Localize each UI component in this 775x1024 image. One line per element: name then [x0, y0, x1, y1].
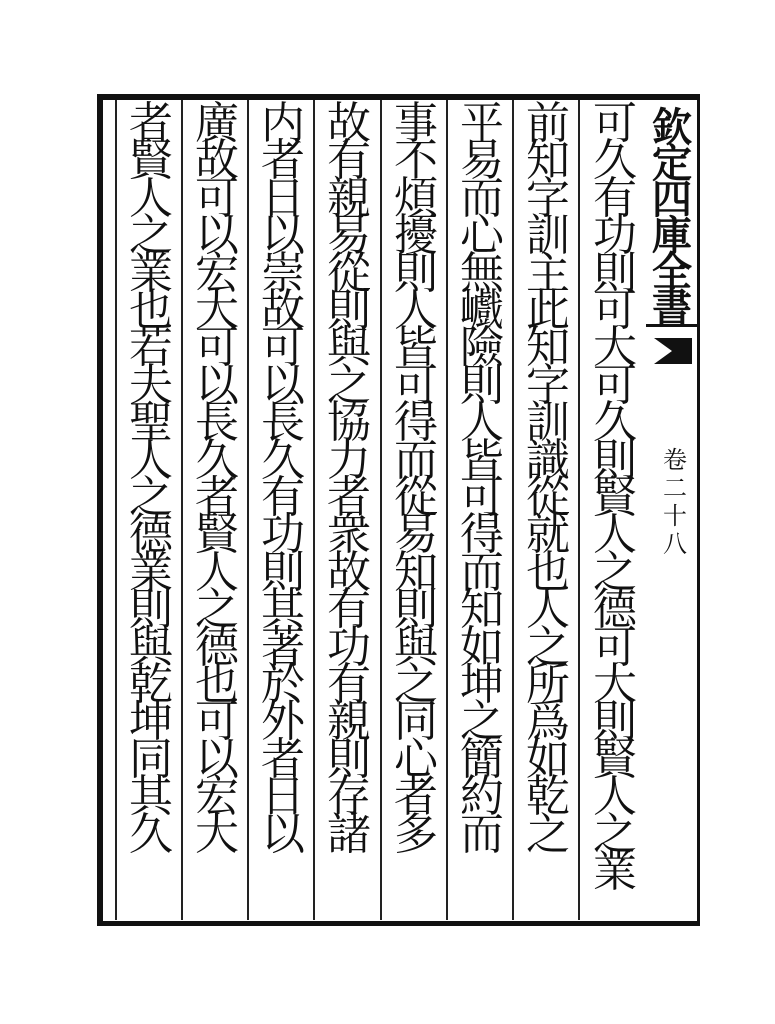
volume-label-character: 八: [663, 530, 687, 558]
column-character: 坤: [460, 659, 504, 710]
column-character: 親: [327, 172, 371, 224]
column-character: 可: [460, 472, 504, 523]
column-character: 衆: [327, 509, 371, 561]
column-character: 前: [526, 98, 570, 149]
column-character: 力: [327, 434, 371, 486]
column-character: 人: [526, 584, 570, 636]
column-character: 從: [394, 472, 438, 523]
column-character: 識: [526, 434, 570, 486]
column-character: 險: [460, 322, 504, 374]
column-character: 大: [593, 322, 637, 374]
column-character: 可: [593, 285, 637, 336]
column-character: 知: [526, 135, 570, 187]
column-character: 人: [129, 434, 173, 486]
column-character: 皆: [394, 322, 438, 374]
column-character: 久: [195, 434, 239, 486]
column-character: 大: [593, 659, 637, 710]
column-character: 與: [394, 621, 438, 673]
column-character: 同: [394, 696, 438, 748]
column-character: 大: [195, 285, 239, 336]
column-character: 之: [593, 808, 637, 860]
column-character: 易: [394, 509, 438, 561]
column-character: 夫: [129, 359, 173, 411]
column-character: 德: [593, 584, 637, 636]
column-character: 也: [195, 659, 239, 710]
column-character: 日: [261, 771, 305, 823]
column-character: 故: [327, 98, 371, 149]
column-character: 於: [261, 659, 305, 710]
column-character: 也: [526, 546, 570, 598]
column-character: 乾: [129, 659, 173, 710]
column-character: 有: [327, 135, 371, 187]
column-character: 業: [129, 247, 173, 299]
column-character: 之: [129, 472, 173, 523]
column-character: 則: [129, 584, 173, 636]
text-column: [120, 98, 182, 912]
column-character: 事: [394, 98, 438, 149]
book-title-character: 書: [652, 284, 692, 331]
text-column: [517, 98, 579, 912]
column-character: 業: [129, 546, 173, 598]
book-title-character: 四: [652, 176, 692, 223]
column-character: 其: [261, 584, 305, 636]
column-character: 爲: [526, 696, 570, 748]
column-character: 之: [394, 659, 438, 710]
column-character: 如: [526, 733, 570, 785]
column-character: 存: [327, 771, 371, 823]
column-character: 久: [593, 135, 637, 187]
column-character: 所: [526, 659, 570, 710]
column-character: 人: [394, 285, 438, 336]
column-character: 多: [394, 808, 438, 860]
column-character: 可: [195, 172, 239, 224]
column-character: 知: [526, 322, 570, 374]
column-character: 人: [593, 771, 637, 823]
column-character: 可: [593, 621, 637, 673]
column-character: 者: [129, 98, 173, 149]
column-character: 可: [593, 359, 637, 411]
column-character: 從: [526, 472, 570, 523]
column-character: 賢: [195, 509, 239, 561]
column-character: 則: [593, 696, 637, 748]
column-character: 煩: [394, 172, 438, 224]
column-character: 則: [593, 434, 637, 486]
column-character: 此: [526, 285, 570, 336]
column-character: 若: [129, 322, 173, 374]
volume-label-character: 卷: [663, 446, 687, 474]
book-title-character: 庫: [652, 212, 692, 259]
column-character: 字: [526, 172, 570, 224]
column-character: 簡: [460, 733, 504, 785]
column-character: 同: [129, 733, 173, 785]
column-character: 德: [129, 509, 173, 561]
column-character: 日: [261, 172, 305, 224]
column-character: 久: [129, 808, 173, 860]
column-character: 知: [394, 546, 438, 598]
column-character: 以: [195, 359, 239, 411]
volume-label-character: 二: [663, 474, 687, 502]
column-character: 主: [526, 247, 570, 299]
column-character: 訓: [526, 210, 570, 262]
column-character: 人: [593, 509, 637, 561]
column-character: 有: [593, 172, 637, 224]
column-character: 而: [394, 434, 438, 486]
column-character: 無: [460, 247, 504, 299]
column-character: 功: [593, 210, 637, 262]
column-character: 字: [526, 359, 570, 411]
column-character: 故: [261, 285, 305, 336]
column-character: 可: [195, 322, 239, 374]
column-character: 業: [593, 846, 637, 897]
column-character: 協: [327, 397, 371, 449]
text-column: [252, 98, 314, 912]
column-character: 以: [195, 733, 239, 785]
column-character: 之: [129, 210, 173, 262]
column-character: 得: [394, 397, 438, 449]
column-character: 者: [394, 771, 438, 823]
column-character: 知: [460, 584, 504, 636]
column-character: 以: [261, 210, 305, 262]
column-character: 以: [261, 359, 305, 411]
column-character: 與: [129, 621, 173, 673]
column-character: 久: [261, 434, 305, 486]
column-character: 不: [394, 135, 438, 187]
book-title-character: 全: [652, 248, 692, 295]
column-character: 人: [129, 172, 173, 224]
column-character: 可: [394, 359, 438, 411]
text-column: [385, 98, 447, 912]
column-character: 坤: [129, 696, 173, 748]
margin-edge-line: [697, 94, 700, 926]
column-character: 訓: [526, 397, 570, 449]
column-character: 大: [195, 808, 239, 860]
column-character: 内: [261, 98, 305, 149]
column-character: 賢: [129, 135, 173, 187]
column-character: 也: [129, 285, 173, 336]
column-character: 之: [327, 359, 371, 411]
column-character: 可: [593, 98, 637, 149]
column-character: 德: [195, 621, 239, 673]
column-character: 之: [195, 584, 239, 636]
column-character: 之: [593, 546, 637, 598]
column-character: 者: [327, 472, 371, 523]
column-character: 以: [195, 210, 239, 262]
text-column: [451, 98, 513, 912]
column-character: 而: [460, 808, 504, 860]
column-character: 如: [460, 621, 504, 673]
text-column: [186, 98, 248, 912]
column-character: 長: [195, 397, 239, 449]
column-character: 廣: [195, 98, 239, 149]
column-character: 易: [460, 135, 504, 187]
column-character: 之: [526, 808, 570, 860]
book-title-character: 欽: [652, 104, 692, 151]
column-character: 賢: [593, 472, 637, 523]
column-character: 者: [261, 733, 305, 785]
column-character: 聖: [129, 397, 173, 449]
column-character: 則: [394, 247, 438, 299]
column-character: 心: [460, 210, 504, 262]
column-character: 則: [394, 584, 438, 636]
column-character: 者: [195, 472, 239, 523]
column-character: 之: [526, 621, 570, 673]
column-character: 宏: [195, 771, 239, 823]
column-character: 可: [261, 322, 305, 374]
column-character: 長: [261, 397, 305, 449]
column-character: 平: [460, 98, 504, 149]
column-character: 人: [460, 397, 504, 449]
column-character: 之: [460, 696, 504, 748]
column-character: 擾: [394, 210, 438, 262]
column-character: 者: [261, 135, 305, 187]
column-character: 乾: [526, 771, 570, 823]
column-rule: [115, 100, 117, 920]
column-character: 外: [261, 696, 305, 748]
column-character: 皆: [460, 434, 504, 486]
column-rule: [380, 100, 382, 920]
column-character: 功: [261, 509, 305, 561]
text-column: [318, 98, 380, 912]
column-character: 故: [327, 546, 371, 598]
column-character: 可: [195, 696, 239, 748]
column-character: 而: [460, 546, 504, 598]
book-title-character: 定: [652, 140, 692, 187]
column-character: 親: [327, 696, 371, 748]
column-character: 久: [593, 397, 637, 449]
column-character: 其: [129, 771, 173, 823]
column-character: 得: [460, 509, 504, 561]
column-character: 功: [327, 621, 371, 673]
column-character: 約: [460, 771, 504, 823]
column-character: 就: [526, 509, 570, 561]
column-character: 有: [261, 472, 305, 523]
column-character: 與: [327, 322, 371, 374]
column-character: 從: [327, 247, 371, 299]
column-character: 賢: [593, 733, 637, 785]
column-character: 諸: [327, 808, 371, 860]
column-character: 則: [261, 546, 305, 598]
column-character: 易: [327, 210, 371, 262]
column-character: 宏: [195, 247, 239, 299]
column-character: 以: [261, 808, 305, 860]
column-character: 崇: [261, 247, 305, 299]
column-character: 而: [460, 172, 504, 224]
column-character: 著: [261, 621, 305, 673]
column-character: 心: [394, 733, 438, 785]
column-character: 則: [327, 285, 371, 336]
column-character: 有: [327, 659, 371, 710]
column-character: 則: [593, 247, 637, 299]
column-character: 則: [327, 733, 371, 785]
column-character: 有: [327, 584, 371, 636]
column-character: 則: [460, 359, 504, 411]
column-character: 巇: [460, 285, 504, 336]
volume-label-character: 十: [663, 502, 687, 530]
text-column: [584, 98, 646, 912]
column-character: 故: [195, 135, 239, 187]
column-character: 人: [195, 546, 239, 598]
fish-tail-mark-icon: [652, 334, 694, 368]
